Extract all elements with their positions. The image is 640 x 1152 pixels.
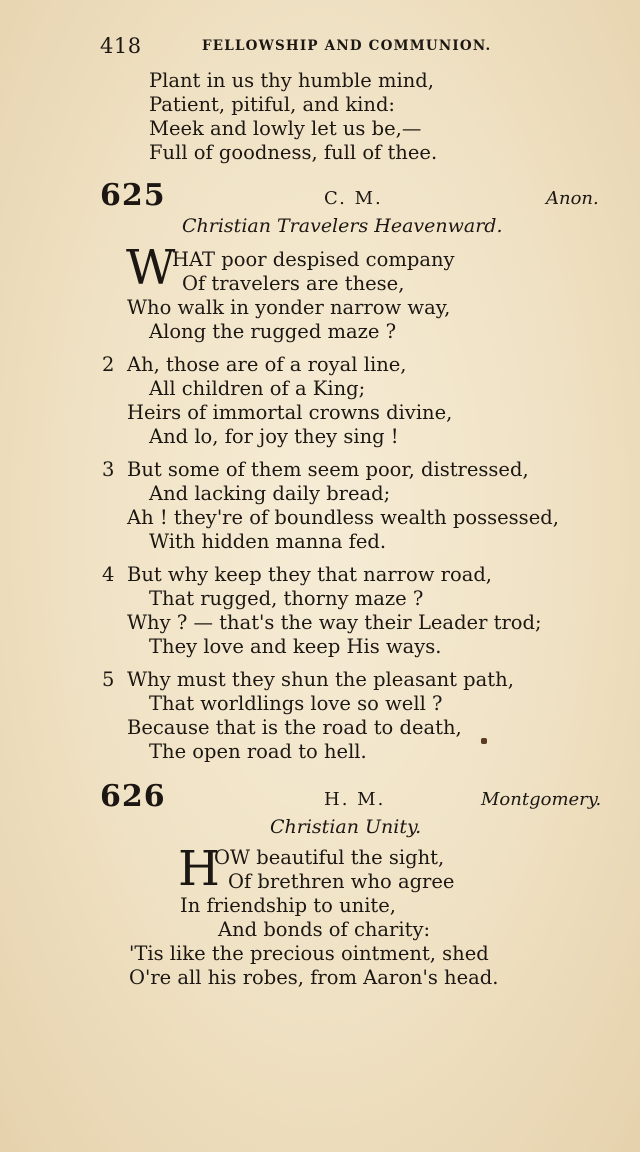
verse-line: And lacking daily bread; (149, 482, 391, 505)
page-number: 418 (100, 34, 142, 58)
verse-line: That worldlings love so well ? (149, 692, 443, 715)
continuation-line: Plant in us thy humble mind, (149, 69, 434, 92)
hymn-625-number: 625 (100, 178, 166, 213)
verse-number: 4 (102, 563, 115, 586)
hymn-626-title: Christian Unity. (270, 816, 422, 838)
verse-line: But some of them seem poor, distressed, (127, 458, 529, 481)
verse-line: The open road to hell. (149, 740, 367, 763)
continuation-line: Meek and lowly let us be,— (149, 117, 422, 140)
hymn-626-dropcap: H (178, 841, 220, 897)
verse-number: 2 (102, 353, 115, 376)
hymn-626-number: 626 (100, 779, 166, 814)
verse-line: Of travelers are these, (182, 272, 405, 295)
verse-line: Of brethren who agree (228, 870, 455, 893)
verse-line: Who walk in yonder narrow way, (127, 296, 451, 319)
verse-line: Ah ! they're of boundless wealth possessed, (127, 506, 559, 529)
verse-line: All children of a King; (149, 377, 366, 400)
verse-line: Why must they shun the pleasant path, (127, 668, 514, 691)
hymn-626-author: Montgomery. (481, 789, 602, 810)
verse-line: Because that is the road to death, (127, 716, 462, 739)
verse-line: Along the rugged maze ? (149, 320, 397, 343)
ink-speck (481, 738, 487, 744)
verse-line: O're all his robes, from Aaron's head. (129, 966, 499, 989)
hymn-625-dropcap: W (126, 240, 176, 296)
verse-line: They love and keep His ways. (149, 635, 442, 658)
verse-line: 'Tis like the precious ointment, shed (129, 942, 489, 965)
verse-number: 5 (102, 668, 115, 691)
running-head: FELLOWSHIP AND COMMUNION. (202, 38, 492, 54)
verse-line: With hidden manna fed. (149, 530, 387, 553)
verse-line: OW beautiful the sight, (214, 846, 445, 869)
hymn-625-author: Anon. (546, 188, 599, 209)
verse-number: 3 (102, 458, 115, 481)
hymn-625-meter: C. M. (324, 188, 383, 209)
verse-line: In friendship to unite, (180, 894, 397, 917)
verse-line: And lo, for joy they sing ! (149, 425, 399, 448)
verse-line: And bonds of charity: (218, 918, 431, 941)
verse-line: Ah, those are of a royal line, (127, 353, 407, 376)
continuation-line: Full of goodness, full of thee. (149, 141, 438, 164)
verse-line: Heirs of immortal crowns divine, (127, 401, 453, 424)
hymn-625-title: Christian Travelers Heavenward. (182, 215, 503, 237)
hymn-626-meter: H. M. (324, 789, 386, 810)
continuation-line: Patient, pitiful, and kind: (149, 93, 396, 116)
verse-line: HAT poor despised company (172, 248, 455, 271)
verse-line: Why ? — that's the way their Leader trod; (127, 611, 542, 634)
verse-line: But why keep they that narrow road, (127, 563, 492, 586)
verse-line: That rugged, thorny maze ? (149, 587, 424, 610)
